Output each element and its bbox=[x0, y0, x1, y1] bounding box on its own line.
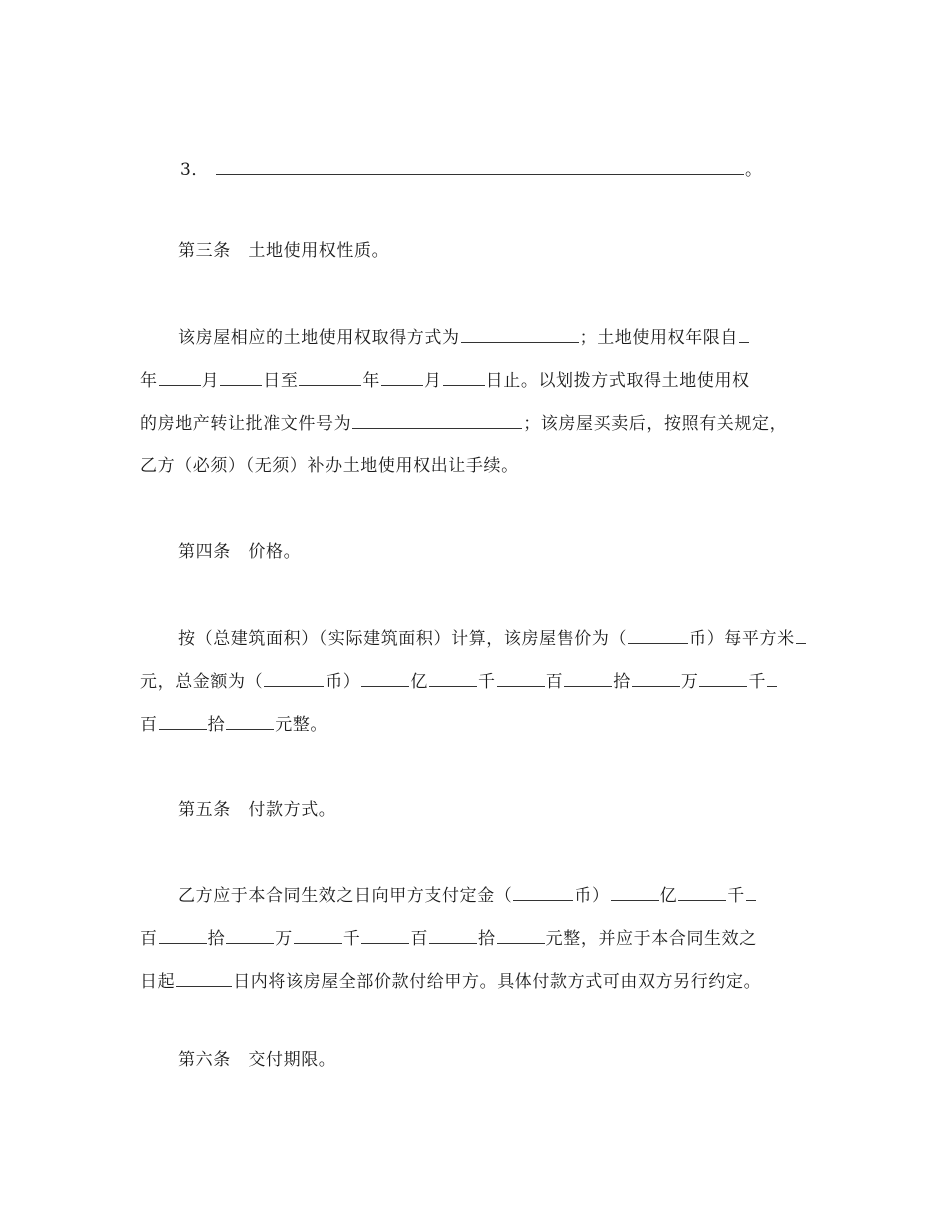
blank-bai-2[interactable] bbox=[767, 670, 777, 687]
text: 拾 bbox=[478, 929, 496, 949]
text: 币）每平方米 bbox=[689, 629, 795, 649]
blank-item-3[interactable] bbox=[216, 158, 744, 175]
blank-shi-2[interactable] bbox=[159, 713, 207, 730]
text: 百 bbox=[140, 715, 158, 735]
text: 万 bbox=[275, 929, 293, 949]
text: ；该房屋买卖后，按照有关规定， bbox=[523, 414, 788, 434]
blank-payment-days[interactable] bbox=[176, 970, 232, 987]
item-end-punct: 。 bbox=[745, 160, 763, 180]
blank-currency-unit-price[interactable] bbox=[628, 627, 688, 644]
text: 拾 bbox=[613, 672, 631, 692]
text: 元，总金额为（ bbox=[140, 672, 264, 692]
blank-land-acquisition-method[interactable] bbox=[461, 326, 579, 343]
blank-deposit-bai-1[interactable] bbox=[746, 884, 756, 901]
blank-deposit-qian-2[interactable] bbox=[294, 927, 342, 944]
text: 币） bbox=[574, 886, 610, 906]
article-5-heading: 第五条 付款方式。 bbox=[178, 800, 337, 820]
blank-month-start[interactable] bbox=[159, 369, 201, 386]
text: 千 bbox=[748, 672, 767, 692]
text: 千 bbox=[342, 929, 361, 949]
blank-month-end[interactable] bbox=[381, 369, 423, 386]
blank-deposit-wan[interactable] bbox=[226, 927, 274, 944]
blank-deposit-yi[interactable] bbox=[611, 884, 659, 901]
text: 日内将该房屋全部价款付给甲方。具体付款方式可由双方另行约定。 bbox=[233, 972, 762, 992]
text: 该房屋相应的土地使用权取得方式为 bbox=[178, 328, 460, 348]
blank-currency-total[interactable] bbox=[264, 670, 324, 687]
text: 拾 bbox=[207, 929, 226, 949]
article-5-line-3 bbox=[140, 970, 761, 993]
article-4-line-2 bbox=[140, 670, 778, 693]
text: 亿 bbox=[410, 672, 429, 692]
text: 元整。 bbox=[275, 715, 329, 735]
article-3-line-3 bbox=[140, 412, 787, 435]
blank-qian-1[interactable] bbox=[429, 670, 477, 687]
article-3-heading: 第三条 土地使用权性质。 bbox=[178, 241, 390, 261]
text: ；土地使用权年限自 bbox=[579, 328, 739, 348]
blank-wan[interactable] bbox=[632, 670, 680, 687]
text: 元整，并应于本合同生效之 bbox=[545, 929, 757, 949]
text: 千 bbox=[727, 886, 745, 906]
article-6-heading: 第六条 交付期限。 bbox=[178, 1050, 337, 1070]
article-5-line-2 bbox=[140, 927, 757, 950]
text: 月 bbox=[424, 371, 442, 391]
text: 万 bbox=[680, 672, 699, 692]
text: 千 bbox=[478, 672, 496, 692]
article-4-line-3 bbox=[140, 713, 328, 736]
article-3-line-2 bbox=[140, 369, 750, 392]
article-5-line-1 bbox=[178, 884, 757, 907]
text: 百 bbox=[545, 672, 564, 692]
blank-day-end[interactable] bbox=[443, 369, 485, 386]
blank-shi-1[interactable] bbox=[564, 670, 612, 687]
text: 的房地产转让批准文件号为 bbox=[140, 414, 352, 434]
text: 日止。以划拨方式取得土地使用权 bbox=[485, 371, 750, 391]
blank-qian-2[interactable] bbox=[699, 670, 747, 687]
item-3-line bbox=[180, 158, 763, 181]
blank-deposit-shi-2[interactable] bbox=[429, 927, 477, 944]
blank-year-start[interactable] bbox=[739, 326, 749, 343]
article-3-line-4: 乙方（必须）（无须）补办土地使用权出让手续。 bbox=[140, 456, 519, 476]
blank-unit-price[interactable] bbox=[796, 627, 806, 644]
blank-yi[interactable] bbox=[361, 670, 409, 687]
text: 乙方应于本合同生效之日向甲方支付定金（ bbox=[178, 886, 513, 906]
text: 日起 bbox=[140, 972, 176, 992]
blank-deposit-currency[interactable] bbox=[513, 884, 573, 901]
text: 百 bbox=[410, 929, 429, 949]
blank-year-end[interactable] bbox=[299, 369, 361, 386]
text: 币） bbox=[325, 672, 361, 692]
text: 亿 bbox=[659, 886, 678, 906]
blank-deposit-shi-1[interactable] bbox=[159, 927, 207, 944]
blank-deposit-yuan[interactable] bbox=[497, 927, 545, 944]
text: 日至 bbox=[263, 371, 299, 391]
blank-deposit-bai-2[interactable] bbox=[361, 927, 409, 944]
blank-approval-doc-number[interactable] bbox=[352, 412, 522, 429]
text: 年 bbox=[140, 371, 158, 391]
blank-bai-1[interactable] bbox=[497, 670, 545, 687]
article-3-line-1 bbox=[178, 326, 750, 349]
item-number: 3． bbox=[180, 160, 210, 180]
article-4-line-1 bbox=[178, 627, 807, 650]
blank-deposit-qian-1[interactable] bbox=[678, 884, 726, 901]
text: 月 bbox=[201, 371, 220, 391]
article-4-heading: 第四条 价格。 bbox=[178, 542, 302, 562]
text: 年 bbox=[362, 371, 381, 391]
text: 按（总建筑面积）（实际建筑面积）计算，该房屋售价为（ bbox=[178, 629, 628, 649]
text: 拾 bbox=[207, 715, 226, 735]
blank-day-start[interactable] bbox=[220, 369, 262, 386]
blank-yuan[interactable] bbox=[226, 713, 274, 730]
text: 百 bbox=[140, 929, 158, 949]
